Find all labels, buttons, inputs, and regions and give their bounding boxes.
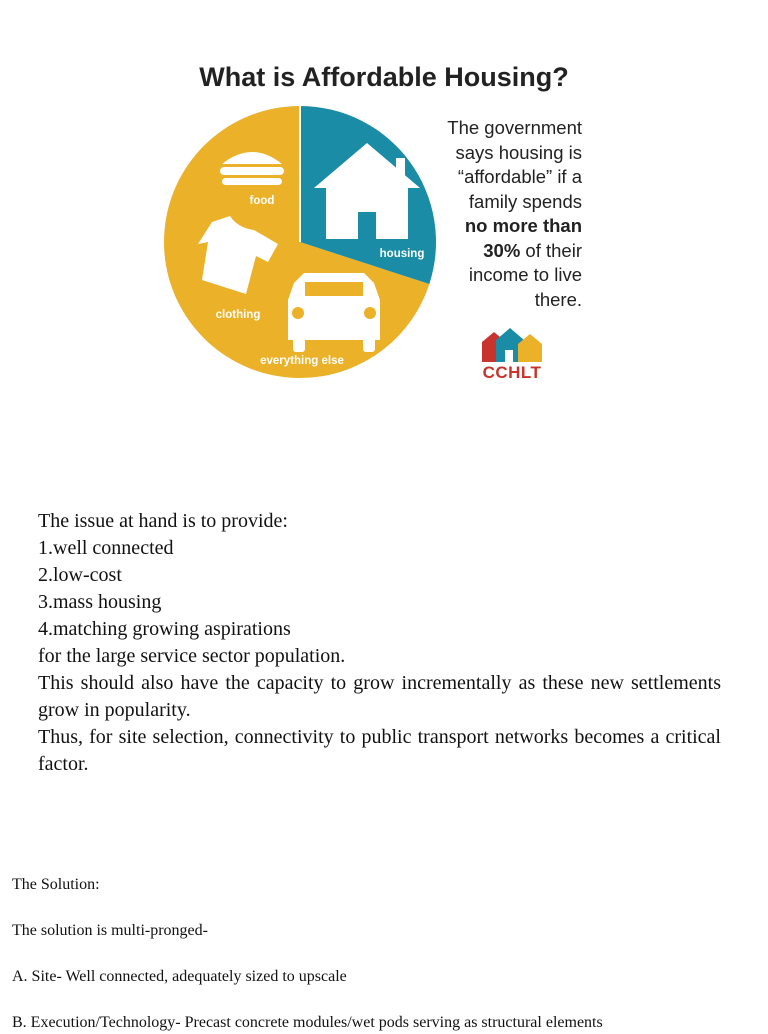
pie-label-everything-else: everything else bbox=[260, 355, 344, 367]
issue-item: 3.mass housing bbox=[38, 591, 162, 613]
issue-item: 2.low-cost bbox=[38, 564, 122, 586]
issue-paragraph-site-selection: Thus, for site selection, connectivity to public transport networks becomes a critical factor. bbox=[38, 726, 721, 775]
solution-intro: The solution is multi-pronged- bbox=[12, 922, 208, 939]
issue-section bbox=[38, 508, 721, 778]
solution-item-a: A. Site- Well connected, adequately sized to upscale bbox=[12, 968, 347, 985]
issue-item: 4.matching growing aspirations bbox=[38, 618, 291, 640]
issue-item: 1.well connected bbox=[38, 537, 174, 559]
affordable-housing-pie-chart bbox=[162, 100, 438, 384]
issue-line-after: for the large service sector population. bbox=[38, 645, 346, 667]
pie-label-food: food bbox=[249, 195, 275, 207]
affordability-description: The government says housing is “affordable” if a family spends no more than 30% of their income to live there. bbox=[447, 117, 582, 310]
pie-label-clothing: clothing bbox=[215, 309, 261, 321]
pie-label-housing: housing bbox=[379, 248, 425, 260]
cchlt-logo-text: CCHLT bbox=[482, 363, 542, 382]
cchlt-logo-houses-icon bbox=[474, 328, 550, 364]
issue-paragraph-growth: This should also have the capacity to grow incrementally as these new settlements grow in popularity. bbox=[38, 672, 721, 721]
solution-item-b: B. Execution/Technology- Precast concrete modules/wet pods serving as structural elements bbox=[12, 1014, 603, 1031]
issue-intro: The issue at hand is to provide: bbox=[38, 510, 288, 532]
solution-heading: The Solution: bbox=[12, 876, 100, 893]
infographic-title: What is Affordable Housing? bbox=[199, 62, 569, 92]
